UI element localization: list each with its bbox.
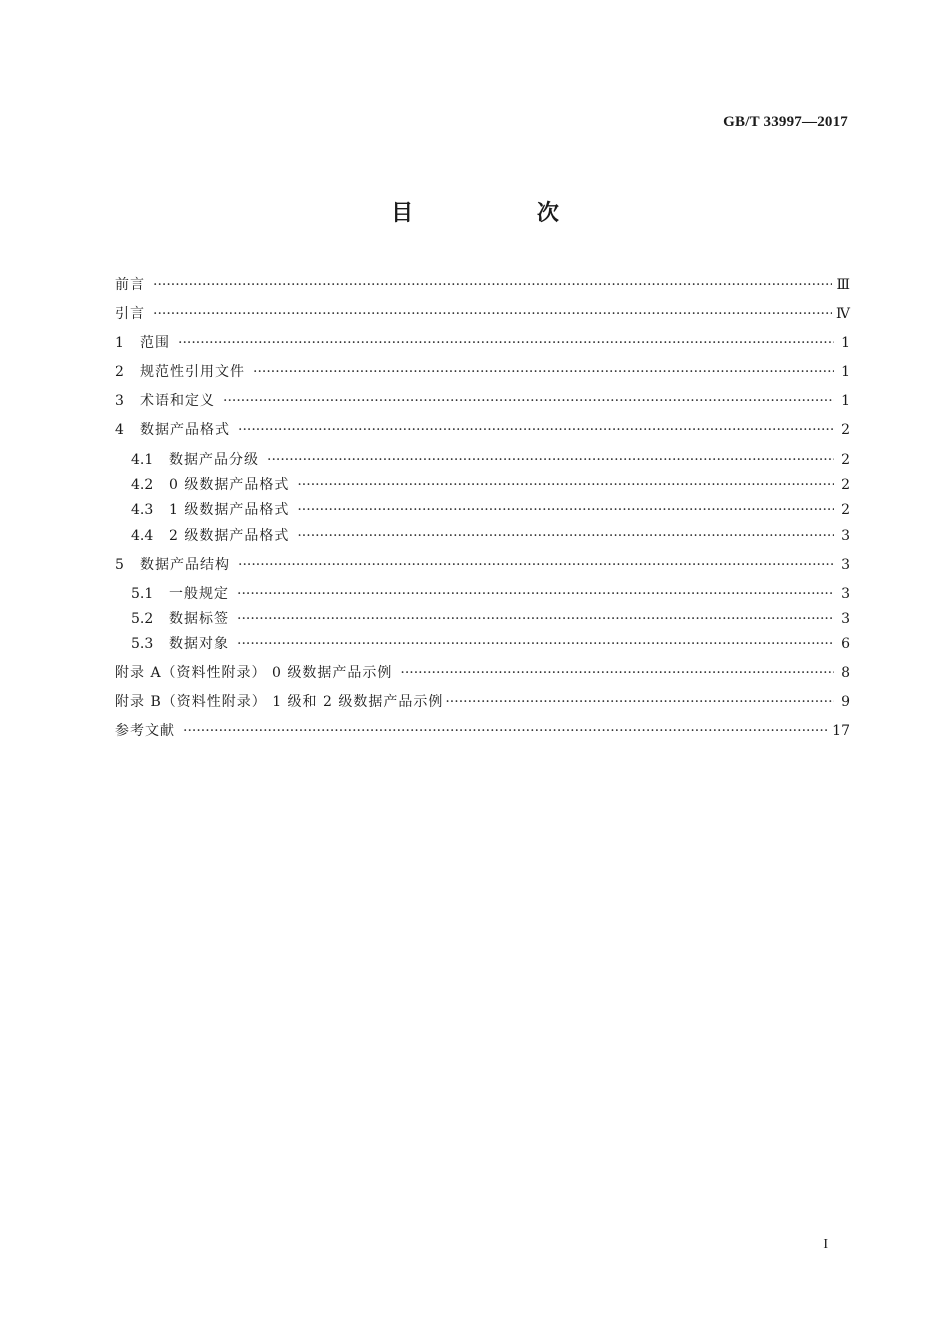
standard-code: GB/T 33997—2017 [723, 114, 848, 130]
toc-entry-5-3[interactable] [131, 635, 850, 653]
page-title: 目 次 [391, 201, 617, 226]
toc-section-number: 4.2 [131, 477, 154, 493]
toc-page-number: 17 [832, 723, 850, 739]
toc-dot-leader [253, 363, 834, 381]
toc-entry-text: 数据产品格式 [140, 422, 230, 438]
toc-dot-leader [153, 276, 832, 294]
toc-section-number: 5.1 [131, 586, 154, 602]
toc-page-number: 3 [841, 557, 850, 573]
toc-entry-text: 术语和定义 [140, 393, 215, 409]
toc-entry-text: 附录 A（资料性附录） 0 级数据产品示例 [115, 665, 393, 681]
toc-section-number: 2 [115, 364, 124, 380]
toc-page-number: 2 [841, 502, 850, 518]
toc-entry-scope[interactable] [115, 334, 850, 352]
toc-dot-leader [267, 451, 834, 469]
toc-page-number: 3 [841, 528, 850, 544]
toc-entry-text: 2 级数据产品格式 [169, 528, 290, 544]
toc-dot-leader [238, 421, 834, 439]
toc-entry-4-3[interactable] [131, 501, 850, 519]
toc-entry-terms-definitions[interactable] [115, 392, 850, 410]
toc-entry-introduction[interactable] [115, 305, 850, 323]
toc-section-number: 5.2 [131, 611, 154, 627]
toc-entry-text: 附录 B（资料性附录） 1 级和 2 级数据产品示例 [115, 694, 444, 710]
toc-entry-4-1[interactable] [131, 451, 850, 469]
toc-page-number: 9 [841, 694, 850, 710]
toc-dot-leader [445, 693, 834, 711]
toc-page-number: 8 [841, 665, 850, 681]
toc-dot-leader [183, 722, 828, 740]
toc-entry-text: 1 级数据产品格式 [169, 502, 290, 518]
toc-section-number: 4.4 [131, 528, 154, 544]
toc-entry-text: 数据对象 [169, 636, 229, 652]
toc-dot-leader [297, 501, 834, 519]
toc-entry-foreword[interactable] [115, 276, 850, 294]
toc-dot-leader [153, 305, 832, 323]
toc-section-number: 1 [115, 335, 124, 351]
toc-page-number: 1 [841, 393, 850, 409]
toc-page-number: 3 [841, 586, 850, 602]
toc-entry-text: 范围 [140, 335, 170, 351]
toc-dot-leader [237, 585, 834, 603]
toc-page-number: Ⅳ [836, 306, 850, 322]
toc-dot-leader [237, 635, 834, 653]
toc-page-number: 3 [841, 611, 850, 627]
toc-entry-4-4[interactable] [131, 527, 850, 545]
toc-entry-4-2[interactable] [131, 476, 850, 494]
toc-dot-leader [178, 334, 834, 352]
toc-entry-annex-b[interactable] [115, 693, 850, 711]
toc-page-number: Ⅲ [836, 277, 850, 293]
toc-entry-normative-references[interactable] [115, 363, 850, 381]
toc-dot-leader [400, 664, 834, 682]
toc-entry-data-product-format[interactable] [115, 421, 850, 439]
toc-page-number: 1 [841, 335, 850, 351]
page-number: I [823, 1237, 828, 1252]
toc-section-number: 4 [115, 422, 124, 438]
toc-section-number: 5.3 [131, 636, 154, 652]
toc-entry-text: 参考文献 [115, 723, 175, 739]
toc-entry-bibliography[interactable] [115, 722, 850, 740]
toc-entry-text: 一般规定 [169, 586, 229, 602]
toc-entry-text: 数据产品结构 [140, 557, 230, 573]
toc-page-number: 2 [841, 452, 850, 468]
toc-entry-annex-a[interactable] [115, 664, 850, 682]
toc-dot-leader [237, 610, 834, 628]
toc-page-number: 2 [841, 477, 850, 493]
toc-entry-5-2[interactable] [131, 610, 850, 628]
toc-dot-leader [297, 527, 834, 545]
toc-page-number: 1 [841, 364, 850, 380]
toc-dot-leader [297, 476, 834, 494]
toc-section-number: 4.1 [131, 452, 154, 468]
toc-entry-5-1[interactable] [131, 585, 850, 603]
toc-section-number: 5 [115, 557, 124, 573]
toc-entry-text: 数据产品分级 [169, 452, 259, 468]
toc-entry-text: 数据标签 [169, 611, 229, 627]
toc-page-number: 2 [841, 422, 850, 438]
toc-entry-text: 0 级数据产品格式 [169, 477, 290, 493]
toc-section-number: 3 [115, 393, 124, 409]
toc-page-number: 6 [841, 636, 850, 652]
toc-entry-data-product-structure[interactable] [115, 556, 850, 574]
toc-entry-text: 引言 [115, 306, 145, 322]
toc-entry-text: 规范性引用文件 [140, 364, 245, 380]
toc-dot-leader [223, 392, 834, 410]
toc-dot-leader [238, 556, 834, 574]
toc-entry-text: 前言 [115, 277, 145, 293]
toc-section-number: 4.3 [131, 502, 154, 518]
